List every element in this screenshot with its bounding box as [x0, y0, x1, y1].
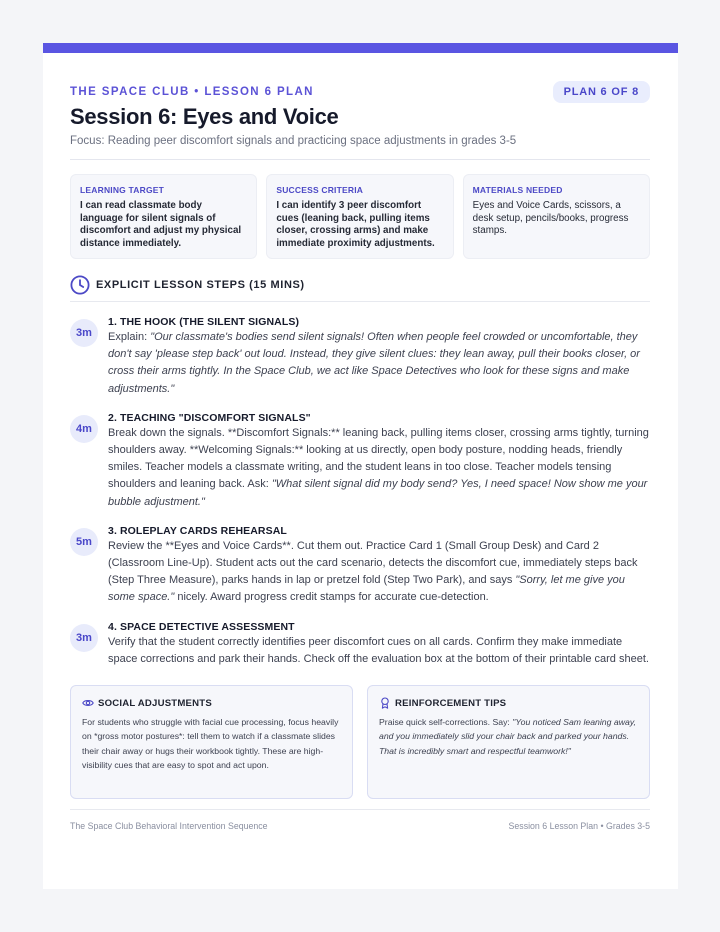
- card-label: SUCCESS CRITERIA: [276, 185, 364, 195]
- time-badge: 5m: [70, 528, 98, 556]
- steps-heading: [70, 275, 650, 295]
- lesson-plan-page: [43, 43, 678, 889]
- step-text: Break down the signals. **Discomfort Signals:** leaning back, pulling items closer, crossing arms tightly, turning shoulders away. **Welcoming Signals:** looking at us directly, open body posture, nodding heads, friendly smiles. Teacher models a classmate writing, and the student leans in too close. Teacher models tensing shoulders and leaning back. Ask: "What silent signal did my body send? Yes, I need space! Now show me your bubble adjustment.": [108, 426, 649, 508]
- time-badge: 3m: [70, 624, 98, 652]
- box-title: REINFORCEMENT TIPS: [395, 697, 507, 709]
- award-icon: [379, 697, 391, 709]
- step-title: 4. SPACE DETECTIVE ASSESSMENT: [108, 620, 295, 633]
- step-title: 2. TEACHING "DISCOMFORT SIGNALS": [108, 411, 311, 424]
- page-header: [70, 53, 650, 147]
- materials-card: [463, 174, 650, 259]
- reinforcement-tips-box: [367, 685, 650, 799]
- lesson-step: [70, 316, 650, 398]
- steps-title: EXPLICIT LESSON STEPS (15 MINS): [96, 279, 305, 291]
- success-criteria-card: [266, 174, 453, 259]
- objective-cards: [70, 174, 650, 259]
- box-text: For students who struggle with facial cue processing, focus heavily on *gross motor postures*: tell them to watch if a classmate slides their chair away or hugs their workbook tightly. These are high-visibility cues that are easy to spot and act upon.: [82, 717, 339, 770]
- step-text: Explain: "Our classmate's bodies send silent signals! Often when people feel crowded or uncomfortable, they don't say 'please step back' out loud. Instead, they give silent clues: they lean away, pull their books closer, or cross their arms tightly. In the Space Club, we act like Space Detectives who look for these signs and make adjustments.": [108, 331, 640, 395]
- clock-icon: [70, 275, 90, 295]
- header-divider: [70, 159, 650, 160]
- lesson-step: [70, 621, 650, 668]
- card-text: I can read classmate body language for silent signals of discomfort and adjust my physical distance immediately.: [80, 200, 242, 249]
- plan-badge: PLAN 6 OF 8: [553, 81, 650, 103]
- eye-icon: [82, 697, 94, 709]
- time-badge: 4m: [70, 415, 98, 443]
- step-title: 3. ROLEPLAY CARDS REHEARSAL: [108, 524, 287, 537]
- lesson-step: [70, 412, 650, 511]
- time-badge: 3m: [70, 319, 98, 347]
- step-text: Review the **Eyes and Voice Cards**. Cut them out. Practice Card 1 (Small Group Desk) and Card 2 (Classroom Line-Up). Student acts out the card scenario, detects the discomfort cue, immediately steps back (Step Three Measure), parks hands in lap or pretzel fold (Step Two Park), and says "Sorry, let me give you some space." nicely. Award progress credit stamps for accurate cue-detection.: [108, 539, 638, 604]
- page-footer: [70, 809, 650, 831]
- footer-right: Session 6 Lesson Plan • Grades 3-5: [508, 821, 650, 832]
- learning-target-card: [70, 174, 257, 259]
- page-subtitle: Focus: Reading peer discomfort signals and practicing space adjustments in grades 3-5: [70, 135, 517, 147]
- card-text: Eyes and Voice Cards, scissors, a desk setup, pencils/books, progress stamps.: [472, 200, 629, 236]
- box-title: SOCIAL ADJUSTMENTS: [98, 697, 212, 709]
- step-text: Verify that the student correctly identifies peer discomfort cues on all cards. Confirm they make immediate space corrections and park their hands. Check off the evaluation box at the bottom of their printable card sheet.: [108, 635, 649, 665]
- page-title: Session 6: Eyes and Voice: [70, 104, 339, 129]
- lesson-kicker: THE SPACE CLUB • LESSON 6 PLAN: [70, 86, 314, 98]
- card-label: MATERIALS NEEDED: [472, 185, 563, 195]
- lesson-step: [70, 525, 650, 607]
- tip-boxes: [70, 685, 650, 799]
- footer-left: The Space Club Behavioral Intervention Sequence: [70, 821, 268, 832]
- card-text: I can identify 3 peer discomfort cues (leaning back, pulling items closer, crossing arms) and make immediate proximity adjustments.: [276, 200, 435, 249]
- box-text: Praise quick self-corrections. Say: "You noticed Sam leaning away, and you immediately slid your chair back and parked your hands. That is incredibly smart and respectful teamwork!": [379, 717, 636, 756]
- step-title: 1. THE HOOK (THE SILENT SIGNALS): [108, 316, 300, 328]
- card-label: LEARNING TARGET: [80, 185, 165, 195]
- accent-bar: [43, 43, 678, 53]
- steps-divider: [70, 301, 650, 302]
- social-adjustments-box: [70, 685, 353, 799]
